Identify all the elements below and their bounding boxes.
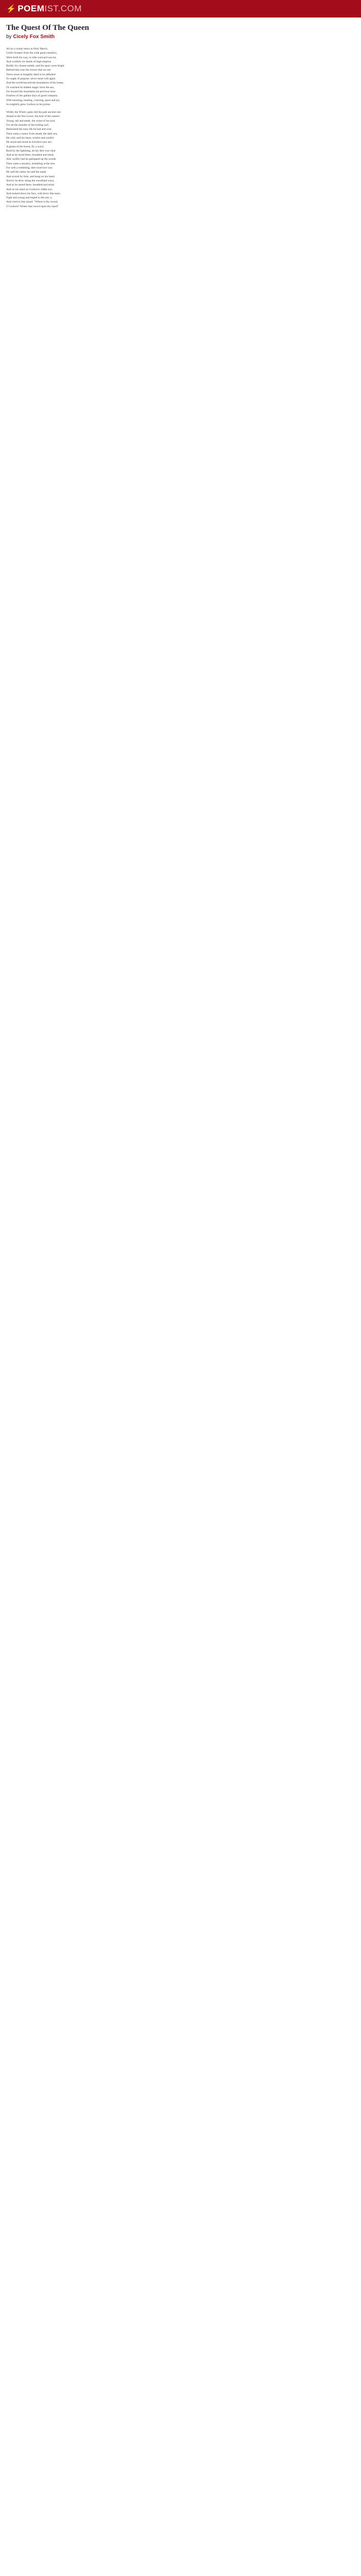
poem-line: Then came a mystery, trembling at the tree [6, 162, 55, 165]
logo-sub: IST.COM [44, 4, 82, 13]
poem-stanza [6, 110, 355, 209]
poem-line: With hawking, hunting, coursing, sport and joy [6, 98, 60, 102]
poem-line: Wildly the Wintry gales did the pale ancient isle [6, 111, 61, 114]
author-prefix: by [6, 34, 12, 40]
poem-line: And as he stared there, breathed and mind, [6, 183, 55, 187]
poem-line: Or watched its hidden magic from the sea, [6, 86, 55, 89]
bolt-icon: ⚡ [6, 5, 17, 13]
poem-line: Ahead in the fire-crown, the host of the eastern [6, 115, 60, 118]
poem-stanza [6, 47, 355, 107]
poem-line: Behind him rose the towers that we see [6, 69, 51, 72]
site-logo[interactable] [6, 4, 82, 14]
poem-line: A gleam of the forest, fly a word, [6, 145, 44, 148]
poem-line: Fearless of the gallant days of good company [6, 94, 58, 98]
poem-line: He cold, and his heart, wistful and wistful [6, 136, 54, 140]
poem-line: Never more in knightly deed to be defeated [6, 73, 56, 76]
poem-line: For with a trembling, then loud love was [6, 166, 53, 170]
poem-line: So mightily grew Godwin to his prime. [6, 103, 51, 106]
poem-line: Bold by the lightning, all his deer was clear [6, 149, 56, 152]
poem-line: He stood and stood as travelers now are, [6, 141, 52, 144]
poem-line: He said the name, he said the name [6, 171, 46, 174]
poem-line: Far toward the mountains his precious hour [6, 90, 56, 93]
poem-line: Afar swiftly had he gallopped up the woods [6, 158, 56, 161]
site-header [0, 0, 361, 18]
poem-line: Young, tall and meek, the sweet of his soul [6, 119, 55, 123]
poem-line: For all the thunder of the boiling surf, [6, 124, 50, 127]
poem-line: To ought of purpose: never more will again [6, 77, 56, 81]
poem-line: And on his hand on Godwin's riddle eye, [6, 188, 53, 191]
poem-line: Slowly he drew along the woodland ways, [6, 179, 55, 182]
poem-body [6, 47, 355, 209]
poem-line: And the world beyond the boundaries of his home, [6, 81, 64, 85]
poem-line: Fight and young and hoped to the saw a, [6, 196, 53, 200]
poem-line: Gold's Sceptre from the wide green meadow, [6, 52, 57, 55]
poem-line: Bemoaned the easy life he had and won [6, 128, 52, 131]
poem-line: And scored by time, and hung on his hand, [6, 175, 55, 178]
poem-line: Then came a rumor from steady the dark sea, [6, 132, 58, 135]
poem-line: O Godwin? Where that sword upon thy hand? [6, 205, 59, 208]
poem-title: The Quest Of The Queen [6, 24, 89, 32]
poem-line: And as he stood there, breathed and mind, [6, 154, 54, 157]
poem-line: And cried to him aloud: "Where is thy sword, [6, 200, 58, 204]
poem-line: And worthily for deeds of high emprise [6, 60, 52, 63]
poem-author [6, 34, 355, 40]
poem-line: And looked down his face, with brow like tears, [6, 192, 61, 195]
author-name[interactable]: Cicely Fox Smith [13, 34, 55, 40]
poem-line: Boldly his chosen mettle, and his spurs were bright [6, 64, 64, 68]
logo-main: POEM [18, 4, 45, 13]
poem-line: All on a windy morn in Holy March, [6, 47, 48, 50]
poem-container [0, 18, 361, 2576]
poem-line: Went forth his way, to rider outward was he, [6, 56, 57, 59]
